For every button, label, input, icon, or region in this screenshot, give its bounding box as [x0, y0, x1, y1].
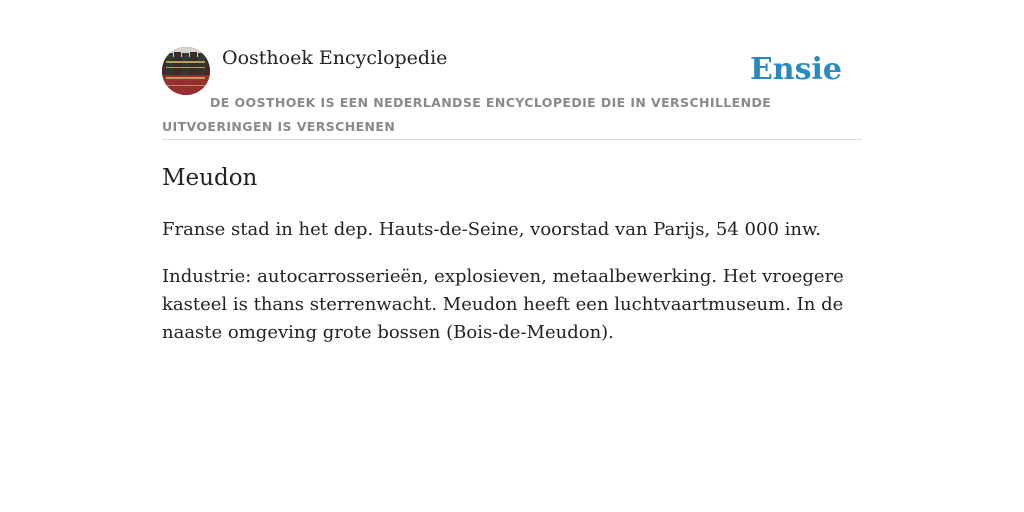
source-description: DE OOSTHOEK IS EEN NEDERLANDSE ENCYCLOPEDIE DIE IN VERSCHILLENDE UITVOERINGEN IS VERSCHENEN [162, 95, 772, 134]
article-paragraph: Franse stad in het dep. Hauts-de-Seine, voorstad van Parijs, 54 000 inw. [162, 219, 821, 240]
source-title[interactable]: Oosthoek Encyclopedie [222, 47, 448, 69]
article-title: Meudon [162, 165, 258, 191]
encyclopedia-books-icon[interactable] [162, 47, 210, 95]
article-paragraph: Industrie: autocarrosserieën, explosieven, metaalbewerking. Het vroegere kasteel is thans sterrenwacht. Meudon heeft een luchtvaartmuseum. In de naaste omgeving grote bossen (Bois-de-Meudon). [162, 266, 844, 343]
source-header [162, 46, 862, 140]
article [162, 162, 862, 366]
brand-logo[interactable]: Ensie [749, 52, 842, 87]
